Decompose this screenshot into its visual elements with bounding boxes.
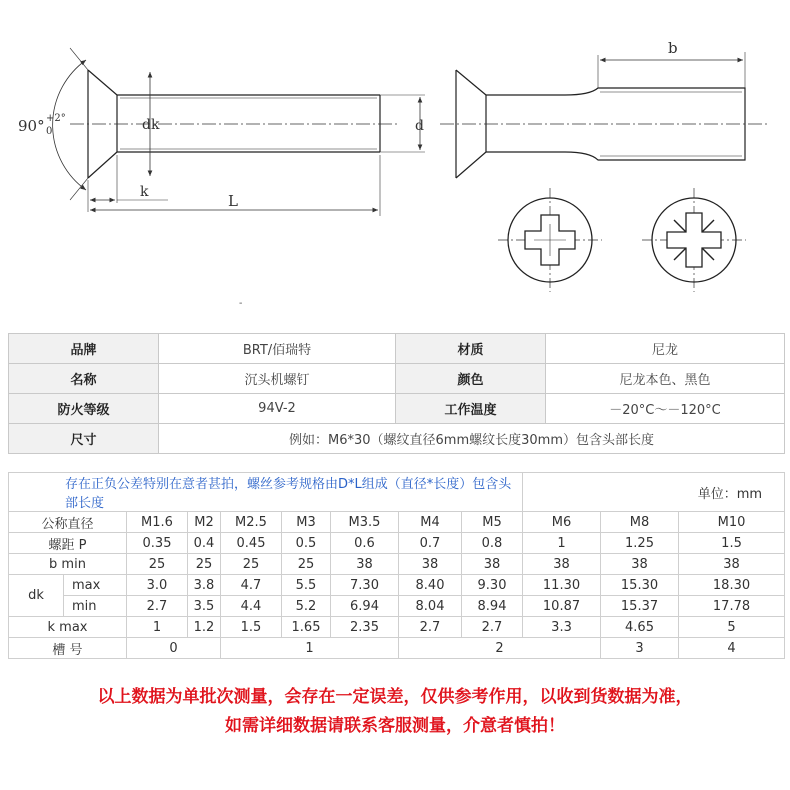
- b-min-cell: 25: [188, 554, 221, 575]
- pitch-cell: 0.4: [188, 533, 221, 554]
- product-properties-table: [8, 333, 785, 454]
- k-max-cell: 2.35: [331, 617, 399, 638]
- pitch-cell: 1.25: [601, 533, 679, 554]
- dk-max-cell: 15.30: [601, 575, 679, 596]
- pitch-cell: 1: [523, 533, 601, 554]
- slot-cell: 4: [679, 638, 785, 659]
- dk-min-cell: 17.78: [679, 596, 785, 617]
- dk-max-cell: 3.8: [188, 575, 221, 596]
- k-max-cell: 1.5: [221, 617, 282, 638]
- b-min-cell: 25: [127, 554, 188, 575]
- spec-b-row: [9, 554, 785, 575]
- b-min-cell: 38: [399, 554, 462, 575]
- size-header-cell: M2.5: [221, 512, 282, 533]
- size-header-cell: M4: [399, 512, 462, 533]
- dk-max-cell: 3.0: [127, 575, 188, 596]
- pitch-label: 螺距 P: [9, 533, 127, 554]
- b-label: b: [668, 39, 678, 57]
- size-header-cell: M1.6: [127, 512, 188, 533]
- spec-dk-min-row: [9, 596, 785, 617]
- temperature-value: －20°C～－120°C: [546, 394, 785, 424]
- pitch-cell: 0.7: [399, 533, 462, 554]
- pozidriv-drive-icon: [642, 188, 746, 292]
- dk-min-cell: 15.37: [601, 596, 679, 617]
- slot-cell: 1: [221, 638, 399, 659]
- svg-text:-: -: [239, 298, 243, 309]
- dimension-spec-table: [8, 472, 785, 659]
- size-header-cell: M2: [188, 512, 221, 533]
- size-header-cell: M8: [601, 512, 679, 533]
- b-min-cell: 38: [679, 554, 785, 575]
- pitch-cell: 0.6: [331, 533, 399, 554]
- dk-max-cell: 18.30: [679, 575, 785, 596]
- size-value: 例如：M6*30（螺纹直径6mm螺纹长度30mm）包含头部长度: [159, 424, 785, 454]
- name-key: 名称: [9, 364, 159, 394]
- k-max-cell: 4.65: [601, 617, 679, 638]
- angle-tolerance-upper: +2°: [46, 113, 66, 124]
- dk-min-cell: 10.87: [523, 596, 601, 617]
- k-max-cell: 5: [679, 617, 785, 638]
- size-header-cell: M10: [679, 512, 785, 533]
- measurement-disclaimer: [0, 683, 790, 741]
- pitch-cell: 1.5: [679, 533, 785, 554]
- dk-min-cell: 4.4: [221, 596, 282, 617]
- dk-min-cell: 2.7: [127, 596, 188, 617]
- d-label: d: [415, 118, 424, 134]
- color-key: 颜色: [396, 364, 546, 394]
- pitch-cell: 0.5: [282, 533, 331, 554]
- spec-header-row: [9, 512, 785, 533]
- dk-max-label: max: [64, 575, 127, 596]
- k-max-cell: 1.65: [282, 617, 331, 638]
- dk-min-label: min: [64, 596, 127, 617]
- size-header-cell: M5: [462, 512, 523, 533]
- spec-k-row: [9, 617, 785, 638]
- material-key: 材质: [396, 334, 546, 364]
- brand-key: 品牌: [9, 334, 159, 364]
- dk-max-cell: 11.30: [523, 575, 601, 596]
- b-min-cell: 38: [523, 554, 601, 575]
- k-max-cell: 1: [127, 617, 188, 638]
- dk-label: dk: [9, 575, 64, 617]
- size-key: 尺寸: [9, 424, 159, 454]
- k-max-cell: 1.2: [188, 617, 221, 638]
- props-row: [9, 394, 785, 424]
- pitch-cell: 0.35: [127, 533, 188, 554]
- screw-technical-drawing: [0, 0, 790, 320]
- pitch-cell: 0.8: [462, 533, 523, 554]
- dk-min-cell: 8.04: [399, 596, 462, 617]
- name-value: 沉头机螺钉: [159, 364, 396, 394]
- props-row: [9, 334, 785, 364]
- dk-max-cell: 9.30: [462, 575, 523, 596]
- color-value: 尼龙本色、黑色: [546, 364, 785, 394]
- angle-label: 90°: [18, 117, 45, 135]
- slot-cell: 0: [127, 638, 221, 659]
- slot-cell: 2: [399, 638, 601, 659]
- b-min-label: b min: [9, 554, 127, 575]
- props-row: [9, 424, 785, 454]
- size-header-cell: M3: [282, 512, 331, 533]
- fire-rating-key: 防火等级: [9, 394, 159, 424]
- spec-note-row: [9, 473, 785, 512]
- size-header-cell: M3.5: [331, 512, 399, 533]
- k-max-cell: 3.3: [523, 617, 601, 638]
- dk-max-cell: 4.7: [221, 575, 282, 596]
- dk-min-cell: 8.94: [462, 596, 523, 617]
- temperature-key: 工作温度: [396, 394, 546, 424]
- angle-tolerance-lower: 0: [46, 126, 53, 137]
- k-max-label: k max: [9, 617, 127, 638]
- k-max-cell: 2.7: [399, 617, 462, 638]
- dk-label: dk: [142, 117, 160, 133]
- fire-rating-value: 94V-2: [159, 394, 396, 424]
- b-min-cell: 38: [331, 554, 399, 575]
- spec-dk-max-row: [9, 575, 785, 596]
- nominal-diameter-label: 公称直径: [9, 512, 127, 533]
- b-min-cell: 38: [462, 554, 523, 575]
- disclaimer-line-1: 以上数据为单批次测量，会存在一定误差，仅供参考作用，以收到货数据为准，: [97, 687, 693, 707]
- disclaimer-line-2: 如需详细数据请联系客服测量，介意者慎拍！: [225, 716, 565, 736]
- b-min-cell: 25: [221, 554, 282, 575]
- tolerance-note: 存在正负公差特别在意者甚拍，螺丝参考规格由D*L组成（直径*长度）包含头部长度: [9, 473, 523, 512]
- dk-max-cell: 7.30: [331, 575, 399, 596]
- phillips-drive-icon: [498, 188, 602, 292]
- dk-max-cell: 5.5: [282, 575, 331, 596]
- slot-label: 槽 号: [9, 638, 127, 659]
- unit-label: 单位：mm: [523, 473, 785, 512]
- size-header-cell: M6: [523, 512, 601, 533]
- spec-pitch-row: [9, 533, 785, 554]
- brand-value: BRT/佰瑞特: [159, 334, 396, 364]
- spec-slot-row: [9, 638, 785, 659]
- dk-min-cell: 3.5: [188, 596, 221, 617]
- dk-min-cell: 6.94: [331, 596, 399, 617]
- material-value: 尼龙: [546, 334, 785, 364]
- pitch-cell: 0.45: [221, 533, 282, 554]
- L-label: L: [228, 192, 238, 210]
- props-row: [9, 364, 785, 394]
- k-max-cell: 2.7: [462, 617, 523, 638]
- dk-max-cell: 8.40: [399, 575, 462, 596]
- dk-min-cell: 5.2: [282, 596, 331, 617]
- k-label: k: [140, 184, 149, 200]
- b-min-cell: 38: [601, 554, 679, 575]
- b-min-cell: 25: [282, 554, 331, 575]
- slot-cell: 3: [601, 638, 679, 659]
